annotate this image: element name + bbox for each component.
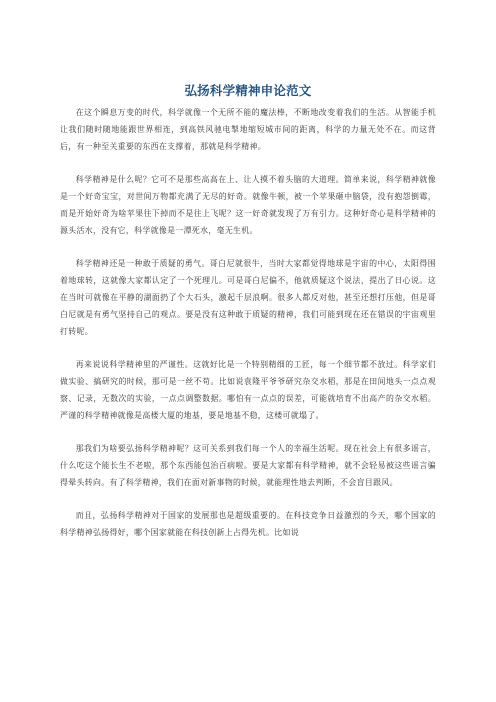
paragraph: 那我们为啥要弘扬科学精神呢？这可关系到我们每一个人的幸福生活呢。现在社会上有很多谣言，什么吃这个能长生不老啦，那个东西能包治百病啦。要是大家都有科学精神，就不会轻易被这些谣言骗得晕头转向。有了科学精神，我们在面对新事物的时候，就能理性地去判断，不会盲目跟风。 [60, 444, 436, 487]
document-body [60, 104, 436, 557]
paragraph: 而且，弘扬科学精神对于国家的发展那也是超级重要的。在科技竞争日益激烈的今天，哪个国家的科学精神弘扬得好，哪个国家就能在科技创新上占得先机。比如说 [60, 511, 436, 537]
paragraph: 再来说说科学精神里的严谨性。这就好比是一个特别精细的工匠，每一个细节都不放过。科学家们做实验、搞研究的时候，那可是一丝不苟。比如说袁隆平爷爷研究杂交水稻，那是在田间地头一点点观察、记录，无数次的实验，一点点调整数据。哪怕有一点点的误差，可能就培育不出高产的杂交水稻。严谨的科学精神就像是高楼大厦的地基，要是地基不稳，这楼可就塌了。 [60, 360, 436, 420]
paragraph: 在这个瞬息万变的时代，科学就像一个无所不能的魔法棒，不断地改变着我们的生活。从智能手机让我们随时随地能跟世界相连，到高铁风驰电掣地缩短城市间的距离，科学的力量无处不在。而这背后，有一种至关重要的东西在支撑着，那就是科学精神。 [60, 108, 436, 151]
paragraph: 科学精神还是一种敢于质疑的勇气。哥白尼就很牛，当时大家都觉得地球是宇宙的中心，太阳得围着地球转，这就像大家都认定了一个死理儿。可是哥白尼偏不，他就质疑这个说法，提出了日心说。这在当时可就像在平静的湖面扔了个大石头，激起千层浪啊。很多人都反对他，甚至还想打压他，但是哥白尼就是有勇气坚持自己的观点。要是没有这种敢于质疑的精神，我们可能到现在还在错误的宇宙观里打转呢。 [60, 259, 436, 336]
paragraph: 科学精神是什么呢？它可不是那些高高在上、让人摸不着头脑的大道理。简单来说，科学精神就像是一个好奇宝宝，对世间万物都充满了无尽的好奇。就像牛顿，被一个苹果砸中脑袋，没有抱怨倒霉，而是开始好奇为啥苹果往下掉而不是往上飞呢？这一好奇就发现了万有引力。这种好奇心是科学精神的源头活水，没有它，科学就像是一潭死水，毫无生机。 [60, 175, 436, 235]
document-title: 弘扬科学精神申论范文 [184, 83, 312, 98]
